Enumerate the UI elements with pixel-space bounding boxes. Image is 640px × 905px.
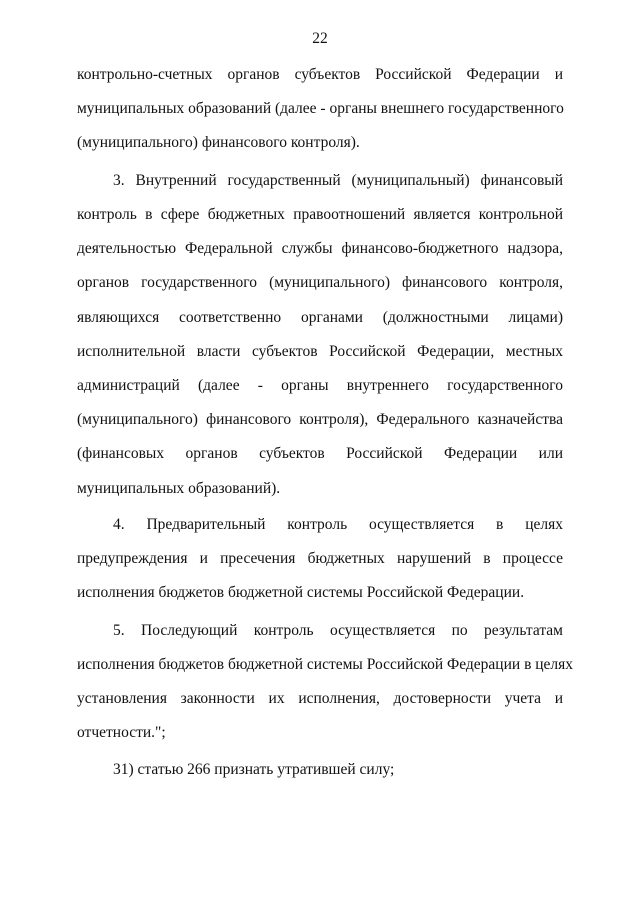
paragraph-5-first-line: 5. Последующий контроль осуществляется по результатам <box>113 622 563 639</box>
text-line: являющихся соответственно органами (должностными лицами) <box>77 309 563 326</box>
page-number: 22 <box>312 30 328 47</box>
paragraph-4-first-line: 4. Предварительный контроль осуществляется в целях <box>113 516 563 533</box>
text-line: органов государственного (муниципального) финансового контроля, <box>77 274 563 291</box>
text-line: исполнения бюджетов бюджетной системы Российской Федерации. <box>77 584 525 601</box>
text-line: контрольно-счетных органов субъектов Российской Федерации и <box>77 66 563 83</box>
text-line: (муниципального) финансового контроля), Федерального казначейства <box>77 411 563 428</box>
text-line: исполнения бюджетов бюджетной системы Российской Федерации в целях <box>77 656 574 673</box>
item-31-line: 31) статью 266 признать утратившей силу; <box>113 761 395 778</box>
text-line: муниципальных образований). <box>77 480 281 497</box>
text-line: администраций (далее - органы внутреннего государственного <box>77 377 563 394</box>
paragraph-3-first-line: 3. Внутренний государственный (муниципальный) финансовый <box>113 172 563 189</box>
text-line: отчетности."; <box>77 724 166 741</box>
text-line: (муниципального) финансового контроля). <box>77 134 360 151</box>
text-line: исполнительной власти субъектов Российской Федерации, местных <box>77 343 563 360</box>
text-line: установления законности их исполнения, достоверности учета и <box>77 690 563 707</box>
text-line: предупреждения и пресечения бюджетных нарушений в процессе <box>77 550 563 567</box>
text-line: муниципальных образований (далее - органы внешнего государственного <box>77 100 564 117</box>
text-line: деятельностью Федеральной службы финансово-бюджетного надзора, <box>77 240 563 257</box>
text-line: (финансовых органов субъектов Российской Федерации или <box>77 445 563 462</box>
text-line: контроль в сфере бюджетных правоотношений является контрольной <box>77 206 563 223</box>
